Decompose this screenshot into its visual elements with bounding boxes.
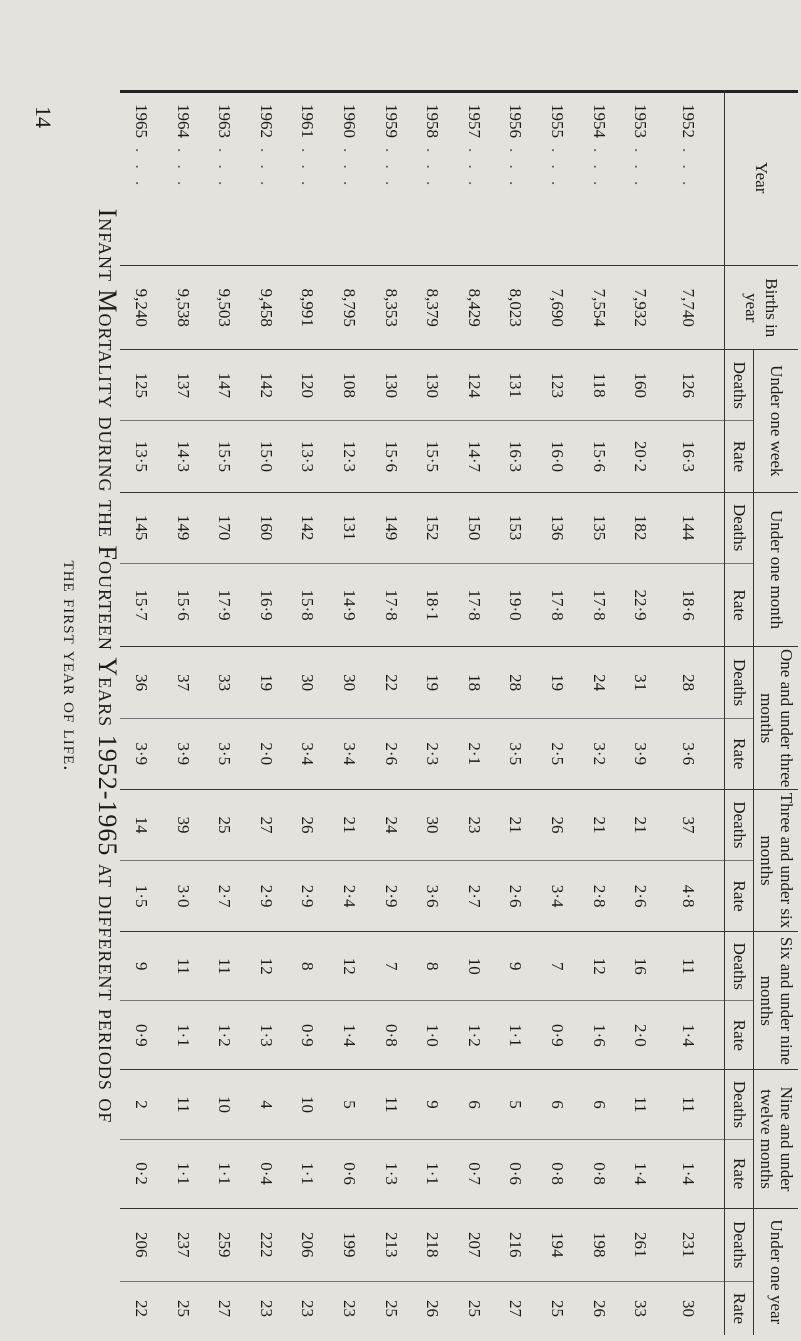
rate-cell: 17·9: [203, 563, 245, 647]
leader-dots: . . .: [339, 148, 359, 190]
year-value: 1957: [464, 104, 484, 138]
subheader-rate: Rate: [725, 718, 754, 789]
rate-cell: 0·2: [120, 1139, 162, 1208]
rate-cell: 1·4: [661, 1001, 724, 1070]
rate-cell: 2·0: [619, 1001, 661, 1070]
leader-dots: . . .: [131, 148, 151, 190]
births-cell: 8,795: [339, 288, 359, 327]
deaths-cell: 124: [453, 350, 495, 421]
rate-cell: 22·9: [619, 563, 661, 647]
deaths-cell: 8: [411, 932, 453, 1001]
year-cell: [495, 90, 537, 266]
year-value: 1962: [256, 104, 276, 138]
year-value: 1961: [298, 104, 318, 138]
subheader-deaths: Deaths: [725, 350, 754, 421]
deaths-cell: 216: [495, 1208, 537, 1281]
deaths-cell: 7: [536, 932, 578, 1001]
rate-cell: 26: [578, 1281, 620, 1335]
rate-cell: 25: [536, 1281, 578, 1335]
rate-cell: 0·7: [453, 1139, 495, 1208]
deaths-cell: 199: [328, 1208, 370, 1281]
rate-cell: 14·3: [162, 421, 204, 492]
group-header-three-to-six-months: Three and under six months: [754, 789, 799, 931]
deaths-cell: 198: [578, 1208, 620, 1281]
rate-cell: 2·3: [411, 718, 453, 789]
rate-cell: 13·3: [287, 421, 329, 492]
year-cell: [162, 90, 204, 266]
deaths-cell: 222: [245, 1208, 287, 1281]
deaths-cell: 11: [162, 932, 204, 1001]
deaths-cell: 33: [203, 647, 245, 718]
title-line-2: the first year of life.: [59, 560, 83, 772]
deaths-cell: 36: [120, 647, 162, 718]
table-body: [120, 90, 725, 1335]
deaths-cell: 218: [411, 1208, 453, 1281]
deaths-cell: 9: [120, 932, 162, 1001]
rate-cell: 12·3: [328, 421, 370, 492]
deaths-cell: 26: [536, 789, 578, 860]
rate-cell: 0·9: [536, 1001, 578, 1070]
year-value: 1956: [506, 104, 526, 138]
deaths-cell: 11: [661, 1070, 724, 1139]
rate-cell: 17·8: [536, 563, 578, 647]
deaths-cell: 11: [661, 932, 724, 1001]
rate-cell: 3·2: [578, 718, 620, 789]
rate-cell: 2·9: [287, 861, 329, 932]
deaths-cell: 16: [619, 932, 661, 1001]
deaths-cell: 130: [411, 350, 453, 421]
deaths-cell: 27: [245, 789, 287, 860]
births-cell: 8,429: [464, 288, 484, 327]
rate-cell: 1·3: [370, 1139, 412, 1208]
deaths-cell: 2: [120, 1070, 162, 1139]
births-cell: 9,503: [215, 288, 235, 327]
deaths-cell: 30: [411, 789, 453, 860]
deaths-cell: 147: [203, 350, 245, 421]
deaths-cell: 137: [162, 350, 204, 421]
deaths-cell: 5: [495, 1070, 537, 1139]
deaths-cell: 213: [370, 1208, 412, 1281]
leader-dots: . . .: [464, 148, 484, 190]
deaths-cell: 108: [328, 350, 370, 421]
year-value: 1952: [678, 104, 698, 138]
rate-cell: 1·1: [203, 1139, 245, 1208]
rate-cell: 3·9: [120, 718, 162, 789]
rate-cell: 3·4: [287, 718, 329, 789]
year-cell: [245, 90, 287, 266]
deaths-cell: 18: [453, 647, 495, 718]
deaths-cell: 231: [661, 1208, 724, 1281]
table-row: [370, 90, 412, 1335]
rate-cell: 18·1: [411, 563, 453, 647]
mortality-table: [120, 90, 798, 1335]
year-cell: [453, 90, 495, 266]
group-header-under-one-month: Under one month: [754, 492, 799, 647]
subheader-rate: Rate: [725, 421, 754, 492]
births-header: Births in year: [725, 266, 799, 350]
deaths-cell: 9: [411, 1070, 453, 1139]
deaths-cell: 160: [245, 492, 287, 563]
deaths-cell: 11: [619, 1070, 661, 1139]
deaths-cell: 30: [328, 647, 370, 718]
deaths-cell: 10: [203, 1070, 245, 1139]
rate-cell: 2·7: [453, 861, 495, 932]
year-cell: [661, 90, 724, 266]
year-value: 1958: [423, 104, 443, 138]
deaths-cell: 182: [619, 492, 661, 563]
year-cell: [120, 90, 162, 266]
rate-cell: 16·9: [245, 563, 287, 647]
rate-cell: 25: [162, 1281, 204, 1335]
rate-cell: 23: [245, 1281, 287, 1335]
deaths-cell: 21: [495, 789, 537, 860]
group-header-nine-to-twelve-months: Nine and under twelve months: [754, 1070, 799, 1208]
deaths-cell: 5: [328, 1070, 370, 1139]
deaths-cell: 135: [578, 492, 620, 563]
rate-cell: 22: [120, 1281, 162, 1335]
rate-cell: 15·7: [120, 563, 162, 647]
births-cell: 7,690: [548, 288, 568, 327]
subheader-deaths: Deaths: [725, 647, 754, 718]
deaths-cell: 130: [370, 350, 412, 421]
deaths-cell: 24: [578, 647, 620, 718]
leader-dots: . . .: [173, 148, 193, 190]
table-row: [495, 90, 537, 1335]
rate-cell: 0·6: [328, 1139, 370, 1208]
subheader-rate: Rate: [725, 1281, 754, 1335]
subheader-deaths: Deaths: [725, 932, 754, 1001]
deaths-cell: 21: [619, 789, 661, 860]
rate-cell: 30: [661, 1281, 724, 1335]
rate-cell: 1·1: [162, 1001, 204, 1070]
rate-cell: 15·8: [287, 563, 329, 647]
deaths-cell: 28: [495, 647, 537, 718]
rate-cell: 26: [411, 1281, 453, 1335]
table-row: [661, 90, 724, 1335]
table-row: [203, 90, 245, 1335]
deaths-cell: 14: [120, 789, 162, 860]
rate-cell: 1·0: [411, 1001, 453, 1070]
year-value: 1964: [173, 104, 193, 138]
year-cell: [287, 90, 329, 266]
deaths-cell: 261: [619, 1208, 661, 1281]
year-cell: [411, 90, 453, 266]
table-row: [245, 90, 287, 1335]
rate-cell: 23: [287, 1281, 329, 1335]
year-header: Year: [725, 90, 799, 266]
deaths-cell: 30: [287, 647, 329, 718]
year-value: 1955: [548, 104, 568, 138]
deaths-cell: 25: [203, 789, 245, 860]
rate-cell: 13·5: [120, 421, 162, 492]
rate-cell: 27: [495, 1281, 537, 1335]
rate-cell: 14·9: [328, 563, 370, 647]
rate-cell: 2·6: [619, 861, 661, 932]
rate-cell: 1·2: [203, 1001, 245, 1070]
deaths-cell: 7: [370, 932, 412, 1001]
deaths-cell: 28: [661, 647, 724, 718]
deaths-cell: 11: [203, 932, 245, 1001]
deaths-cell: 4: [245, 1070, 287, 1139]
rate-cell: 17·8: [578, 563, 620, 647]
subheader-deaths: Deaths: [725, 789, 754, 860]
subheader-deaths: Deaths: [725, 1208, 754, 1281]
rate-cell: 0·8: [370, 1001, 412, 1070]
subheader-deaths: Deaths: [725, 492, 754, 563]
title-line-1: Infant Mortality during the Fourteen Years 1952-1965 at different periods of: [93, 208, 122, 1124]
year-value: 1960: [339, 104, 359, 138]
year-cell: [203, 90, 245, 266]
leader-dots: . . .: [256, 148, 276, 190]
rate-cell: 2·5: [536, 718, 578, 789]
rate-cell: 15·6: [370, 421, 412, 492]
year-cell: [578, 90, 620, 266]
rate-cell: 15·5: [411, 421, 453, 492]
rate-cell: 3·9: [619, 718, 661, 789]
leader-dots: . . .: [548, 148, 568, 190]
rate-cell: 3·6: [411, 861, 453, 932]
table-row: [120, 90, 162, 1335]
rate-cell: 0·8: [578, 1139, 620, 1208]
rate-cell: 0·6: [495, 1139, 537, 1208]
deaths-cell: 21: [328, 789, 370, 860]
deaths-cell: 22: [370, 647, 412, 718]
leader-dots: . . .: [381, 148, 401, 190]
year-cell: [619, 90, 661, 266]
rate-cell: 17·8: [453, 563, 495, 647]
leader-dots: . . .: [215, 148, 235, 190]
births-cell: 8,023: [506, 288, 526, 327]
deaths-cell: 145: [120, 492, 162, 563]
leader-dots: . . .: [298, 148, 318, 190]
rate-cell: 33: [619, 1281, 661, 1335]
subheader-rate: Rate: [725, 563, 754, 647]
deaths-cell: 26: [287, 789, 329, 860]
deaths-cell: 149: [370, 492, 412, 563]
rate-cell: 3·9: [162, 718, 204, 789]
deaths-cell: 10: [287, 1070, 329, 1139]
table-row: [162, 90, 204, 1335]
deaths-cell: 152: [411, 492, 453, 563]
deaths-cell: 39: [162, 789, 204, 860]
group-header-under-one-year: Under one year: [754, 1208, 799, 1335]
deaths-cell: 206: [287, 1208, 329, 1281]
subheader-rate: Rate: [725, 1001, 754, 1070]
table-row: [453, 90, 495, 1335]
table-row: [328, 90, 370, 1335]
rate-cell: 20·2: [619, 421, 661, 492]
rate-cell: 3·4: [328, 718, 370, 789]
rate-cell: 1·1: [287, 1139, 329, 1208]
subheader-rate: Rate: [725, 1139, 754, 1208]
deaths-cell: 11: [162, 1070, 204, 1139]
year-value: 1953: [631, 104, 651, 138]
deaths-cell: 142: [245, 350, 287, 421]
deaths-cell: 136: [536, 492, 578, 563]
deaths-cell: 8: [287, 932, 329, 1001]
rate-cell: 3·5: [495, 718, 537, 789]
rate-cell: 15·0: [245, 421, 287, 492]
rate-cell: 2·8: [578, 861, 620, 932]
deaths-cell: 118: [578, 350, 620, 421]
deaths-cell: 23: [453, 789, 495, 860]
deaths-cell: 170: [203, 492, 245, 563]
group-header-under-one-week: Under one week: [754, 350, 799, 492]
rate-cell: 3·4: [536, 861, 578, 932]
deaths-cell: 11: [370, 1070, 412, 1139]
rate-cell: 2·1: [453, 718, 495, 789]
rate-cell: 0·8: [536, 1139, 578, 1208]
page-number: 14: [31, 106, 56, 128]
table-row: [411, 90, 453, 1335]
deaths-cell: 19: [245, 647, 287, 718]
rate-cell: 4·8: [661, 861, 724, 932]
table-row: [578, 90, 620, 1335]
rate-cell: 1·6: [578, 1001, 620, 1070]
rate-cell: 2·9: [370, 861, 412, 932]
year-value: 1963: [215, 104, 235, 138]
deaths-cell: 12: [245, 932, 287, 1001]
deaths-cell: 19: [536, 647, 578, 718]
rate-cell: 2·4: [328, 861, 370, 932]
rate-cell: 1·5: [120, 861, 162, 932]
rate-cell: 1·3: [245, 1001, 287, 1070]
deaths-cell: 194: [536, 1208, 578, 1281]
deaths-cell: 207: [453, 1208, 495, 1281]
rate-cell: 1·1: [411, 1139, 453, 1208]
year-value: 1965: [131, 104, 151, 138]
deaths-cell: 131: [328, 492, 370, 563]
rate-cell: 1·1: [495, 1001, 537, 1070]
deaths-cell: 24: [370, 789, 412, 860]
rate-cell: 1·4: [328, 1001, 370, 1070]
rate-cell: 14·7: [453, 421, 495, 492]
mortality-table-container: [120, 90, 798, 1335]
rate-cell: 15·5: [203, 421, 245, 492]
deaths-cell: 131: [495, 350, 537, 421]
leader-dots: . . .: [423, 148, 443, 190]
deaths-cell: 120: [287, 350, 329, 421]
deaths-cell: 126: [661, 350, 724, 421]
rate-cell: 2·6: [370, 718, 412, 789]
deaths-cell: 31: [619, 647, 661, 718]
year-value: 1954: [589, 104, 609, 138]
births-cell: 9,538: [173, 288, 193, 327]
rate-cell: 2·0: [245, 718, 287, 789]
deaths-cell: 21: [578, 789, 620, 860]
rate-cell: 23: [328, 1281, 370, 1335]
rate-cell: 3·6: [661, 718, 724, 789]
deaths-cell: 12: [578, 932, 620, 1001]
deaths-cell: 149: [162, 492, 204, 563]
deaths-cell: 6: [453, 1070, 495, 1139]
births-cell: 8,379: [423, 288, 443, 327]
rate-cell: 25: [370, 1281, 412, 1335]
rate-cell: 3·0: [162, 861, 204, 932]
deaths-cell: 10: [453, 932, 495, 1001]
deaths-cell: 37: [661, 789, 724, 860]
rate-cell: 25: [453, 1281, 495, 1335]
rate-cell: 2·9: [245, 861, 287, 932]
births-cell: 9,240: [131, 288, 151, 327]
deaths-cell: 144: [661, 492, 724, 563]
rate-cell: 16·0: [536, 421, 578, 492]
rate-cell: 2·7: [203, 861, 245, 932]
deaths-cell: 123: [536, 350, 578, 421]
rate-cell: 15·6: [578, 421, 620, 492]
deaths-cell: 6: [578, 1070, 620, 1139]
year-cell: [370, 90, 412, 266]
births-cell: 9,458: [256, 288, 276, 327]
leader-dots: . . .: [631, 148, 651, 190]
rate-cell: 3·5: [203, 718, 245, 789]
deaths-cell: 160: [619, 350, 661, 421]
births-cell: 7,740: [678, 288, 698, 327]
rate-cell: 2·6: [495, 861, 537, 932]
leader-dots: . . .: [678, 148, 698, 190]
table-row: [619, 90, 661, 1335]
deaths-cell: 37: [162, 647, 204, 718]
deaths-cell: 259: [203, 1208, 245, 1281]
deaths-cell: 19: [411, 647, 453, 718]
rate-cell: 1·4: [619, 1139, 661, 1208]
births-cell: 8,991: [298, 288, 318, 327]
year-cell: [536, 90, 578, 266]
rate-cell: 17·8: [370, 563, 412, 647]
rate-cell: 1·4: [661, 1139, 724, 1208]
year-value: 1959: [381, 104, 401, 138]
rate-cell: 18·6: [661, 563, 724, 647]
deaths-cell: 125: [120, 350, 162, 421]
subheader-rate: Rate: [725, 861, 754, 932]
table-row: [287, 90, 329, 1335]
deaths-cell: 142: [287, 492, 329, 563]
year-cell: [328, 90, 370, 266]
rate-cell: 16·3: [495, 421, 537, 492]
leader-dots: . . .: [506, 148, 526, 190]
rate-cell: 19·0: [495, 563, 537, 647]
leader-dots: . . .: [589, 148, 609, 190]
rate-cell: 0·4: [245, 1139, 287, 1208]
rate-cell: 1·1: [162, 1139, 204, 1208]
rate-cell: 0·9: [120, 1001, 162, 1070]
group-header-one-to-three-months: One and under three months: [754, 647, 799, 789]
group-header-six-to-nine-months: Six and under nine months: [754, 932, 799, 1070]
rate-cell: 0·9: [287, 1001, 329, 1070]
deaths-cell: 12: [328, 932, 370, 1001]
deaths-cell: 150: [453, 492, 495, 563]
rate-cell: 27: [203, 1281, 245, 1335]
rate-cell: 1·2: [453, 1001, 495, 1070]
births-cell: 7,932: [631, 288, 651, 327]
rate-cell: 15·6: [162, 563, 204, 647]
deaths-cell: 237: [162, 1208, 204, 1281]
deaths-cell: 6: [536, 1070, 578, 1139]
table-row: [536, 90, 578, 1335]
deaths-cell: 153: [495, 492, 537, 563]
subheader-deaths: Deaths: [725, 1070, 754, 1139]
births-cell: 8,353: [381, 288, 401, 327]
rate-cell: 16·3: [661, 421, 724, 492]
births-cell: 7,554: [589, 288, 609, 327]
deaths-cell: 206: [120, 1208, 162, 1281]
deaths-cell: 9: [495, 932, 537, 1001]
